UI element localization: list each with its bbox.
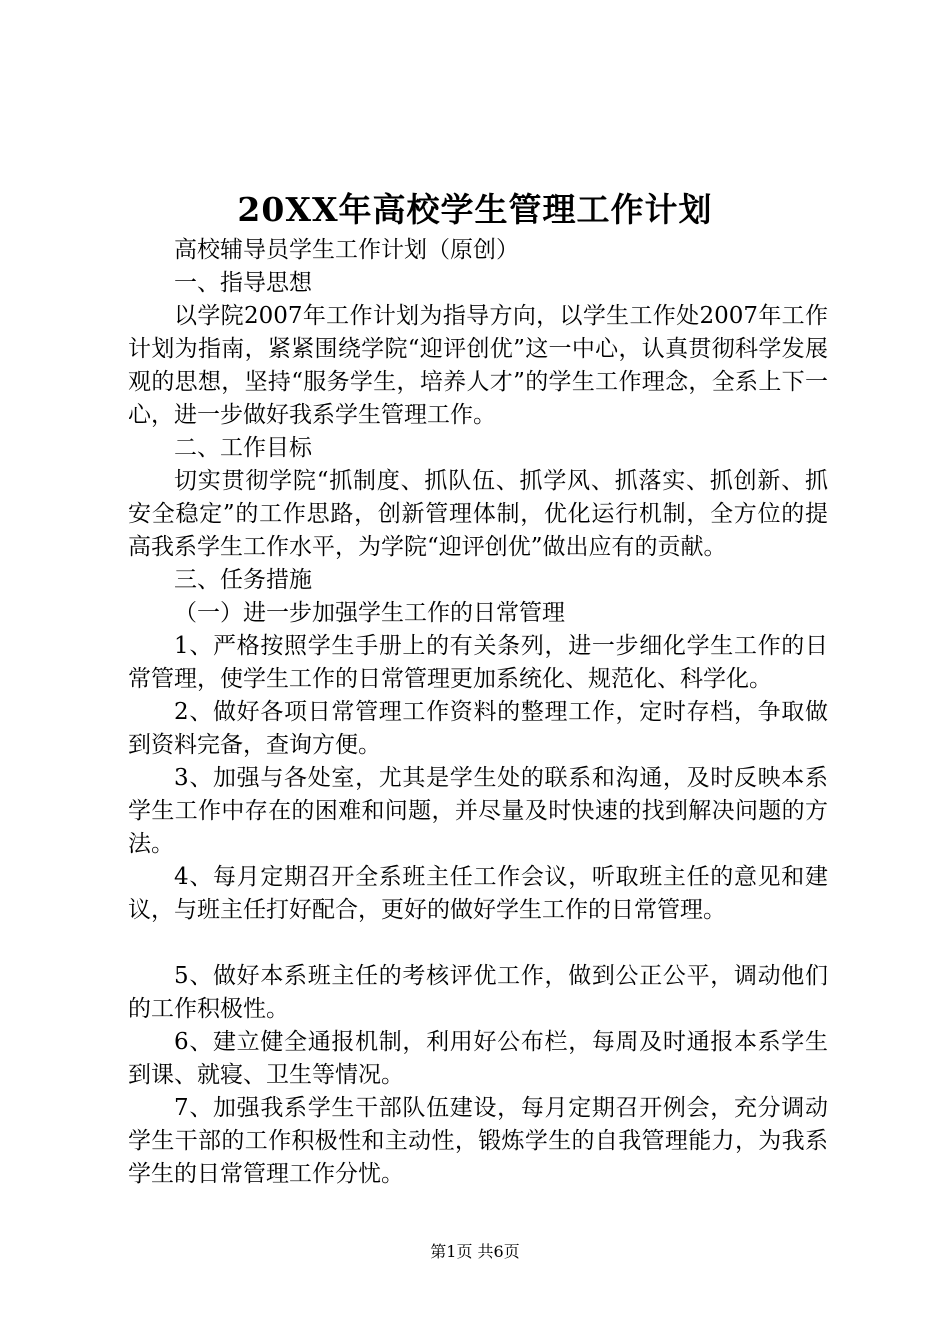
document-title: 20XX年高校学生管理工作计划 <box>237 190 713 229</box>
paragraph-guiding-ideology: 以学院2007年工作计划为指导方向，以学生工作处2007年工作计划为指南，紧紧围绕学院“迎评创优”这一中心，认真贯彻科学发展观的思想，坚持“服务学生，培养人才”的学生工作理念，全系上下一心，进一步做好我系学生管理工作。 <box>128 303 828 428</box>
list-item: 6、建立健全通报机制，利用好公布栏，每周及时通报本系学生到课、就寝、卫生等情况。 <box>128 1029 828 1088</box>
paragraph-subtitle: 高校辅导员学生工作计划（原创） <box>174 237 519 263</box>
subsection-heading-daily-management: （一）进一步加强学生工作的日常管理 <box>174 600 565 626</box>
section-heading-guiding-ideology: 一、指导思想 <box>174 270 312 296</box>
list-item: 5、做好本系班主任的考核评优工作，做到公正公平，调动他们的工作积极性。 <box>128 963 828 1022</box>
list-item: 4、每月定期召开全系班主任工作会议，听取班主任的意见和建议，与班主任打好配合，更好的做好学生工作的日常管理。 <box>128 864 828 923</box>
paragraph-work-goals: 切实贯彻学院“抓制度、抓队伍、抓学风、抓落实、抓创新、抓安全稳定”的工作思路，创新管理体制，优化运行机制，全方位的提高我系学生工作水平，为学院“迎评创优”做出应有的贡献。 <box>128 468 828 560</box>
list-item: 2、做好各项日常管理工作资料的整理工作，定时存档，争取做到资料完备，查询方便。 <box>128 699 828 758</box>
list-item: 1、严格按照学生手册上的有关条列，进一步细化学生工作的日常管理，使学生工作的日常管理更加系统化、规范化、科学化。 <box>128 633 828 692</box>
page-number-footer: 第1页 共6页 <box>430 1242 520 1261</box>
section-heading-work-goals: 二、工作目标 <box>174 435 312 461</box>
document-body <box>128 234 828 1191</box>
list-item: 3、加强与各处室，尤其是学生处的联系和沟通，及时反映本系学生工作中存在的困难和问题，并尽量及时快速的找到解决问题的方法。 <box>128 765 828 857</box>
list-item: 7、加强我系学生干部队伍建设，每月定期召开例会，充分调动学生干部的工作积极性和主动性，锻炼学生的自我管理能力，为我系学生的日常管理工作分忧。 <box>128 1095 828 1187</box>
section-heading-measures: 三、任务措施 <box>174 567 312 593</box>
